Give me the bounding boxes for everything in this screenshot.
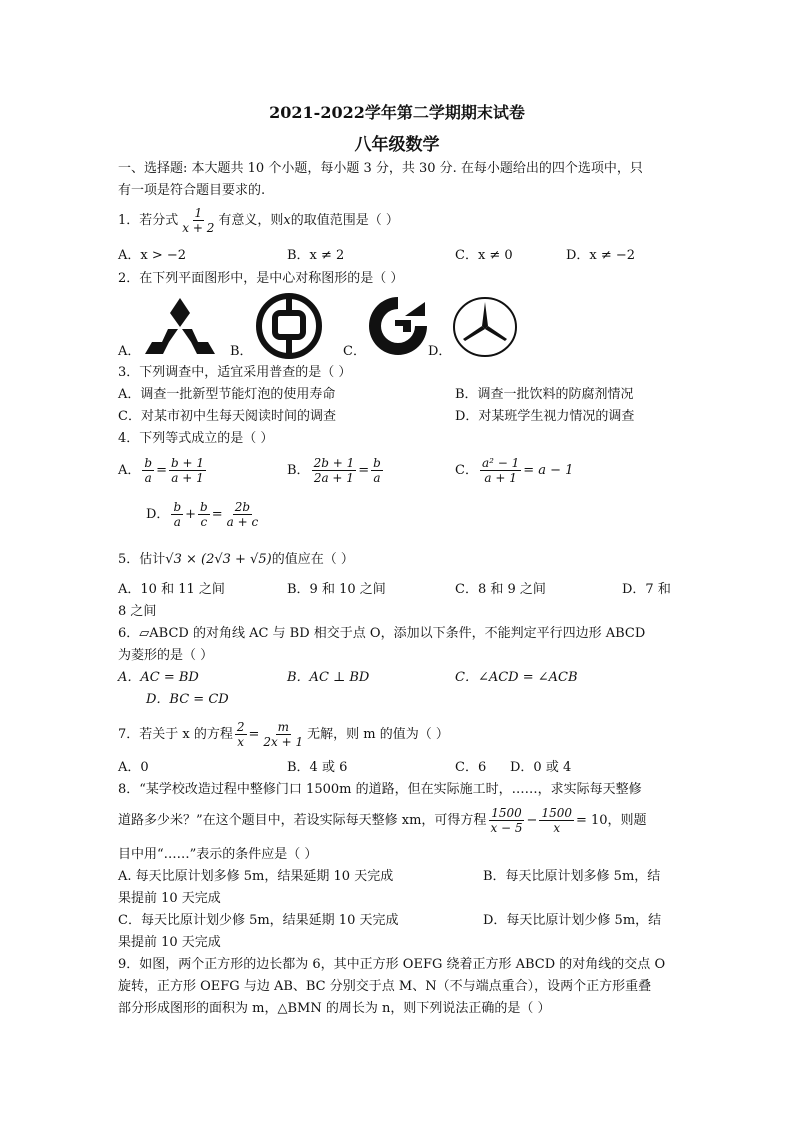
q1-suffix2: 的取值范围是（ ） [290,213,399,228]
q5-option-a: A．10 和 11 之间 [118,582,225,597]
q4-a-rhs-num: b + 1 [170,456,204,470]
q4-d-term2-den: c [200,515,208,529]
q1-prefix: 1．若分式 [118,213,179,228]
q7-lhs-den: x [237,735,245,749]
section-instructions-line1: 一、选择题: 本大题共 10 个小题，每小题 3 分，共 30 分. 在每小题给出的四个选项中，只 [118,161,643,176]
q4-a-lhs-num: b [144,456,153,470]
question-3-stem: 3．下列调查中，适宜采用普查的是（ ） [118,365,352,380]
exam-title: 2021-2022学年第二学期期末试卷 [269,103,525,122]
q4-d-term2 [198,500,210,529]
q8-option-a: A. 每天比原计划多修 5m，结果延期 10 天完成 [118,869,394,884]
question-6-line2: 为菱形的是（ ） [118,648,214,663]
q4-option-c [455,456,573,485]
q2-option-a: A． [118,344,141,359]
question-1-stem [118,206,399,235]
q4-d-rhs-num: 2b [234,500,251,514]
mitsubishi-logo-icon [143,296,217,356]
q3-option-b: B．调查一批饮料的防腐剂情况 [455,387,634,402]
q8-term1 [488,806,524,835]
q3-option-a: A．调查一批新型节能灯泡的使用寿命 [118,387,336,402]
q1-suffix: 有意义，则 [218,213,284,228]
exam-subtitle: 八年级数学 [354,135,440,155]
question-6-line1: 6．▱ABCD 的对角线 AC 与 BD 相交于点 O，添加以下条件，不能判定平行四边形 ABCD [118,626,646,641]
q2-option-c: C． [343,344,366,359]
q7-rhs-den: 2x + 1 [263,735,304,749]
question-8-line3: 目中用“……”表示的条件应是（ ） [118,847,318,862]
q4-b-rhs-num: b [373,456,381,470]
q5-suffix: 的值应在（ ） [271,552,354,567]
q7-rhs-num: m [277,720,289,734]
q4-a-label: A． [118,463,141,478]
q4-d-term1-den: a [173,515,181,529]
construction-bank-logo-icon [365,294,431,358]
q4-b-label: B． [287,463,310,478]
q4-option-b: B． $\frac{2b + 1}{2a + 1}$ = $\frac{b}{a}$ [287,456,381,485]
q5-option-b: B．9 和 10 之间 [287,582,386,597]
q6-option-d: D．BC = CD [146,692,229,707]
q7-prefix: 7．若关于 x 的方程 [118,727,233,742]
q4-d-term1 [171,500,183,529]
q4-a-rhs [169,456,206,485]
q4-a-rhs-den: a + 1 [171,471,204,485]
question-7-stem: 7．若关于 x 的方程 $\frac{2}{x}$ = $\frac{m}{2x + 1}$ 无解，则 m 的值为（ ） [118,720,449,749]
mercedes-logo-icon [452,296,518,358]
q8-option-d-cont: 果提前 10 天完成 [118,935,221,950]
q3-option-d: D．对某班学生视力情况的调查 [455,409,635,424]
q7-option-a: A．0 [118,760,149,775]
q5-prefix: 5．估计 [118,552,166,567]
question-4-stem: 4．下列等式成立的是（ ） [118,431,274,446]
q8-term2 [539,806,574,835]
q1-option-c: C．x ≠ 0 [455,248,513,263]
q3-option-c: C．对某市初中生每天阅读时间的调查 [118,409,336,424]
q4-c-rhs: = a − 1 [523,463,574,478]
q2-option-b: B． [230,344,253,359]
question-2-stem: 2．在下列平面图形中，是中心对称图形的是（ ） [118,271,404,286]
question-5-stem [118,551,354,569]
q4-c-lhs-num: a² − 1 [481,456,520,470]
q4-c-lhs [480,456,521,485]
q4-a-lhs [142,456,154,485]
q8-option-b: B．每天比原计划多修 5m，结 [483,869,661,884]
q5-option-c: C．8 和 9 之间 [455,582,546,597]
q8-line2-suffix: = 10，则题 [575,813,647,828]
q1-frac-den: x + 2 [182,221,215,235]
q5-expression: √3 × (2√3 + √5) [165,552,272,567]
question-9-line3: 部分形成图形的面积为 m，△BMN 的周长为 n，则下列说法正确的是（ ） [118,1001,551,1016]
q2-option-d: D． [428,344,452,359]
question-9-line2: 旋转，正方形 OEFG 与边 AB、BC 分别交于点 M、N（不与端点重合），设两个正方形重叠 [118,979,652,994]
q7-lhs [235,720,247,749]
q1-option-a: A．x > −2 [118,248,187,263]
q7-option-b: B．4 或 6 [287,760,348,775]
q4-d-rhs [225,500,261,529]
question-8-line1: 8．“某学校改造过程中整修门口 1500m 的道路，但在实际施工时，……，求实际每天整修 [118,782,642,797]
q5-option-d-cont: 8 之间 [118,604,157,619]
q6-option-b: B．AC ⊥ BD [287,670,370,685]
q4-option-a: A． $\frac{b}{a}$ = $\frac{b + 1}{a + 1}$ [118,456,204,485]
q1-fraction [180,206,216,235]
q7-option-c: C．6 [455,760,487,775]
q4-b-lhs-num: 2b + 1 [313,456,355,470]
q8-option-b-cont: 果提前 10 天完成 [118,891,221,906]
q5-option-d: D．7 和 [622,582,671,597]
q8-option-c: C．每天比原计划少修 5m，结果延期 10 天完成 [118,913,399,928]
q1-var: x [283,213,291,228]
q8-term1-num: 1500 [491,806,522,820]
q7-rhs [261,720,305,749]
q4-d-term2-num: b [200,500,208,514]
q7-option-d: D．0 或 4 [510,760,572,775]
q4-b-lhs [312,456,357,485]
q6-option-c: C．∠ACD = ∠ACB [455,670,578,685]
q6-option-a: A．AC = BD [118,670,199,685]
q4-b-lhs-den: 2a + 1 [313,471,354,485]
q4-b-rhs-den: a [373,471,381,485]
q1-option-b: B．x ≠ 2 [287,248,345,263]
q4-d-rhs-den: a + c [226,515,259,529]
q8-term2-num: 1500 [541,806,572,820]
q4-b-rhs [371,456,383,485]
q4-c-lhs-den: a + 1 [484,471,517,485]
q7-lhs-num: 2 [236,720,245,734]
q4-d-label: D． [146,507,170,522]
q4-a-lhs-den: a [144,471,152,485]
q7-suffix: 无解，则 m 的值为（ ） [307,727,449,742]
q1-frac-num: 1 [194,206,203,220]
question-8-line2: 道路多少米？”在这个题目中，若设实际每天整修 xm，可得方程 $\frac{1500}{x - 5}$ − $\frac{1500}{x}$ = 10，则题 [118,806,647,835]
question-9-line1: 9．如图，两个正方形的边长都为 6，其中正方形 OEFG 绕着正方形 ABCD 的对角线的交点 O [118,957,666,972]
q8-option-d: D．每天比原计划少修 5m，结 [483,913,662,928]
q8-term1-den: x − 5 [490,821,523,835]
q1-option-d: D．x ≠ −2 [566,248,636,263]
section-instructions-line2: 有一项是符合题目要求的. [118,183,266,198]
q4-c-label: C． [455,463,478,478]
q4-option-d: D． $\frac{b}{a}$ + $\frac{b}{c}$ = $\frac{2b}{a + c}$ [146,500,259,529]
q8-term2-den: x [553,821,561,835]
q8-line2-prefix: 道路多少米？”在这个题目中，若设实际每天整修 xm，可得方程 [118,813,487,828]
bank-of-china-logo-icon [255,293,323,359]
q4-d-term1-num: b [173,500,182,514]
